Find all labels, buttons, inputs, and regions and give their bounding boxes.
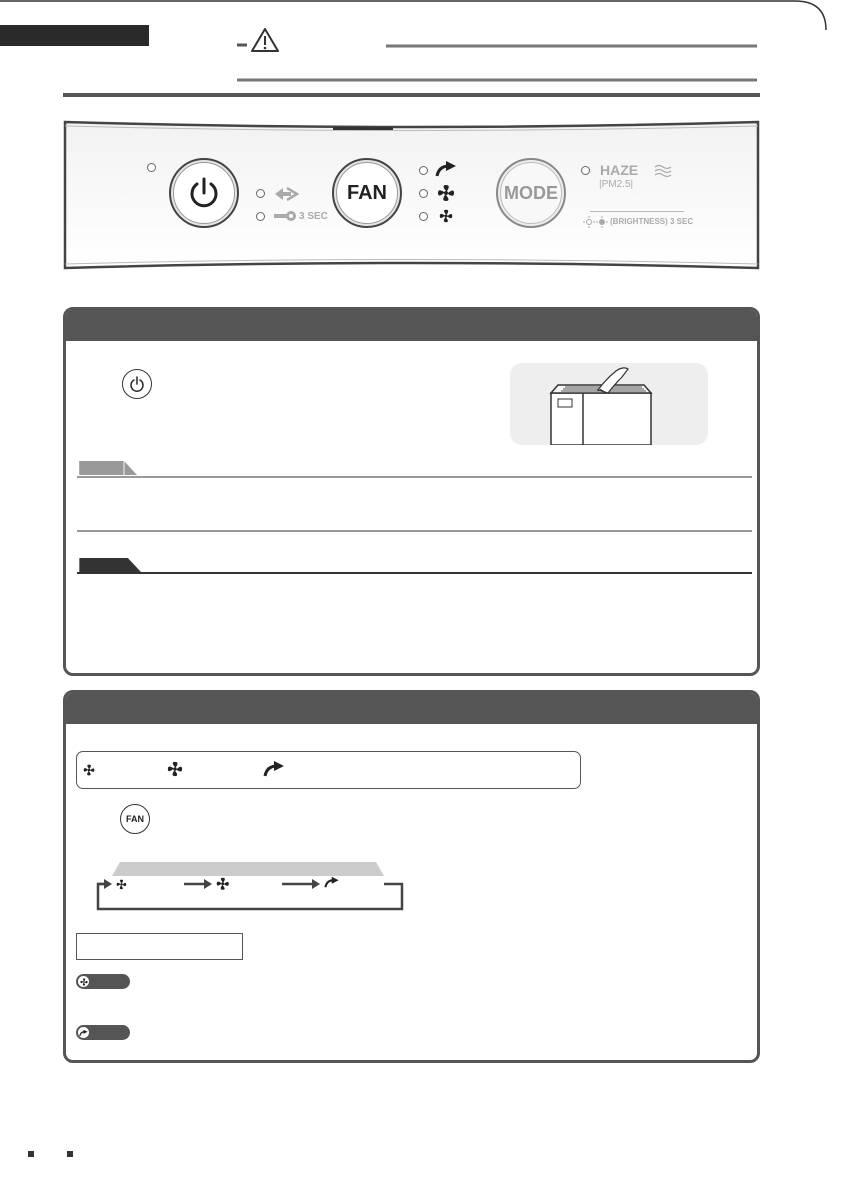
fan-low-icon xyxy=(439,209,453,223)
fan-button-icon xyxy=(120,804,150,834)
fan-section-header xyxy=(66,693,757,724)
haze-led xyxy=(581,166,590,175)
turbo-pill xyxy=(76,1025,130,1040)
pill-turbo-icon xyxy=(77,1026,90,1039)
high-speed-led xyxy=(419,189,428,198)
section-rule xyxy=(63,93,760,97)
turbo-led xyxy=(419,166,428,175)
section-tab xyxy=(0,25,149,46)
note-rule-bottom xyxy=(77,530,752,532)
pm-label: PM2.5 xyxy=(601,179,631,190)
warning-icon xyxy=(252,29,278,51)
control-panel xyxy=(63,118,760,276)
haze-label: HAZE xyxy=(600,162,639,178)
brightness-rule xyxy=(590,211,684,212)
mode-button[interactable] xyxy=(496,158,566,228)
key-icon xyxy=(273,210,297,222)
power-button-icon xyxy=(122,369,152,399)
sleep-icon xyxy=(273,186,299,202)
fan-mini-label: FAN xyxy=(126,814,144,824)
power-led xyxy=(147,163,156,172)
power-icon-small xyxy=(129,376,145,392)
caution-rule xyxy=(77,572,752,574)
low-speed-pill xyxy=(76,974,130,989)
brightness-icon xyxy=(583,216,609,228)
brightness-label: (BRIGHTNESS) 3 SEC xyxy=(610,217,694,226)
power-icon xyxy=(187,176,221,210)
low-speed-led xyxy=(419,212,428,221)
turbo-icon xyxy=(435,160,457,178)
label-box xyxy=(76,933,243,960)
panel-outline xyxy=(63,118,760,276)
footer-mark-right xyxy=(67,1151,73,1157)
pm-label-wrap: |PM2.5| xyxy=(599,179,634,190)
fan-high-icon xyxy=(437,184,455,202)
turbo-icon xyxy=(263,760,285,778)
mode-button-label: MODE xyxy=(504,182,558,203)
fan-button[interactable] xyxy=(332,158,402,228)
warning-header xyxy=(237,28,757,86)
speed-legend-bar xyxy=(76,751,581,789)
power-button[interactable] xyxy=(169,158,239,228)
speed-cycle-diagram xyxy=(92,862,408,914)
fan-low-icon xyxy=(83,764,95,776)
sleep-led xyxy=(256,189,265,198)
footer-mark-left xyxy=(28,1151,34,1157)
cycle-low-icon xyxy=(117,880,127,890)
pill-fan-icon xyxy=(77,975,90,988)
lock-led xyxy=(256,212,265,221)
purifier-illustration xyxy=(510,363,708,445)
power-section-header xyxy=(66,310,757,341)
note-rule-top xyxy=(77,476,752,478)
lock-hold-label: 3 SEC xyxy=(299,211,328,222)
fan-high-icon xyxy=(167,761,183,777)
fan-button-label: FAN xyxy=(347,181,387,204)
purifier-hand-image xyxy=(510,363,708,445)
power-section xyxy=(63,307,760,676)
haze-icon xyxy=(654,164,672,178)
note-tag xyxy=(77,461,143,475)
caution-tag xyxy=(77,558,147,572)
